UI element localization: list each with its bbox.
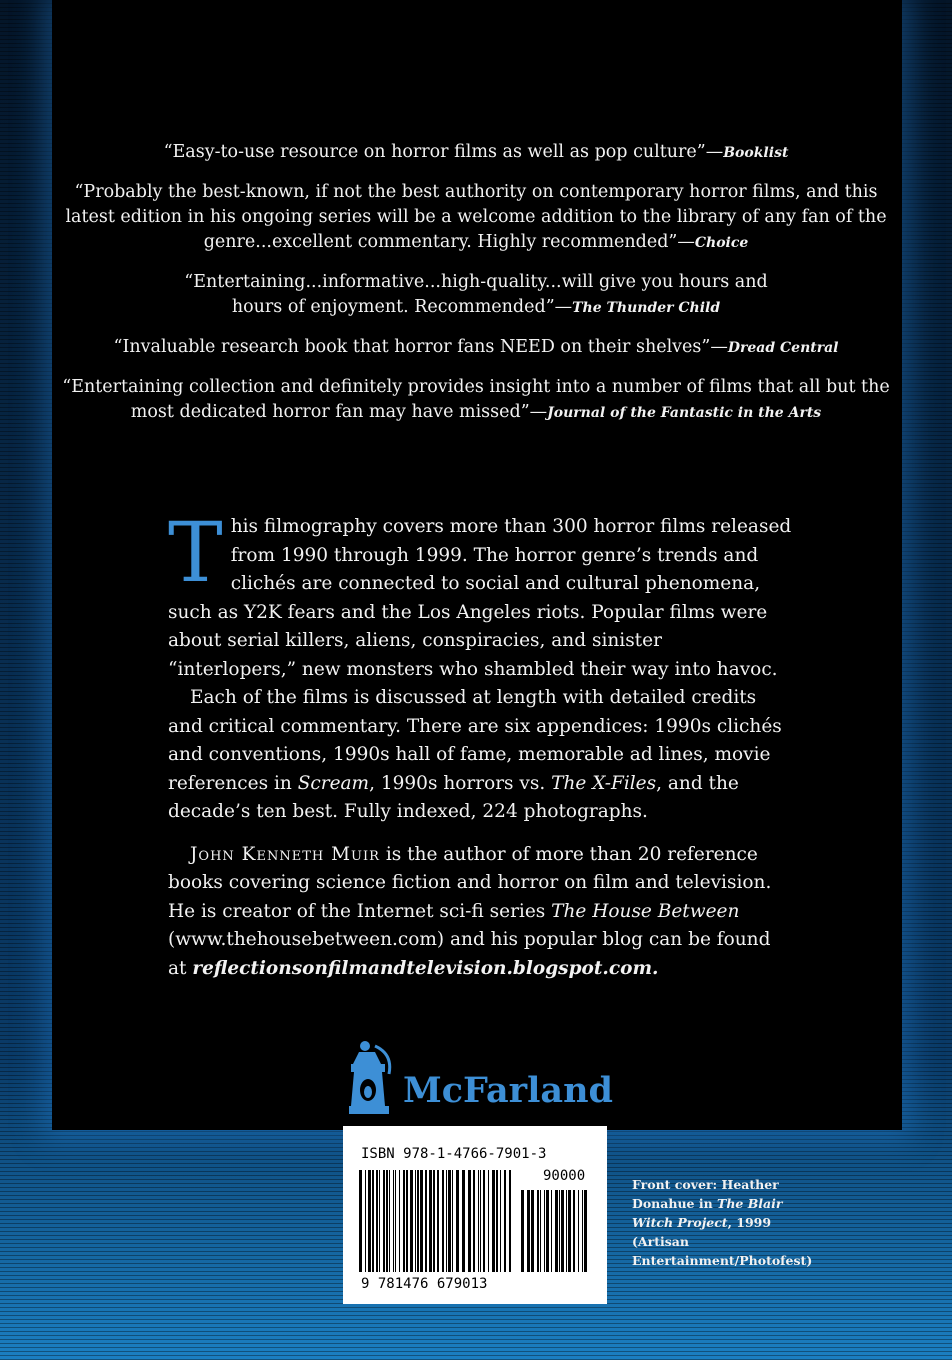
barcode-bar [521,1190,524,1272]
barcode-bar [531,1190,534,1272]
barcode-bar [509,1170,511,1272]
quote-text: “Entertaining collection and definitely provides insight into a number of films that all but the most dedicated horror fan may have missed”— [62,377,890,422]
blog-url: reflectionsonfilmandtelevision.blogspot.com. [192,957,659,979]
credit-film-title: The Blair Witch Project [632,1196,783,1230]
barcode-bar [415,1170,416,1272]
barcode-bar [573,1190,575,1272]
barcode-bar [546,1190,549,1272]
barcode-bar [504,1170,506,1272]
barcode-bar [584,1190,587,1272]
description-text: , and the decade’s ten best. Fully indexed, 224 photographs. [168,772,739,822]
barcode-bar [365,1170,366,1272]
barcode-bar [393,1170,394,1272]
barcode-bar [559,1190,560,1272]
barcode-bar [389,1170,390,1272]
barcode-bar [540,1190,541,1272]
barcode-bar [372,1170,374,1272]
quote-source: Dread Central [727,340,839,356]
barcode-bar [527,1190,530,1272]
quote-text: “Invaluable research book that horror fans NEED on their shelves”— [113,337,728,357]
barcode-bar [566,1190,567,1272]
barcode-bar [555,1190,558,1272]
description-text: Each of the films is discussed at length with detailed credits and critical commentary. There are six appendices: 1990s clichés and conventions, 1990s hall of fame, memorable ad lines, movie references in [168,687,782,794]
barcode-bar [578,1190,579,1272]
barcode-bar [442,1170,444,1272]
barcode-bar [456,1170,459,1272]
isbn-text: ISBN 978-1-4766-7901-3 [361,1146,547,1162]
show-title: The X-Files [551,772,657,794]
barcode-bar [537,1190,539,1272]
barcode-bar [383,1170,385,1272]
description-text: his filmography covers more than 300 horror films released from 1990 through 1999. The horror genre’s trends and clichés are connected to social and cultural phenomena, such as Y2K fears and the Los Angeles riots. Popular films were about serial killers, aliens, conspiracies, and sinister “interlopers,” new monsters who shambled their way into havoc. [168,516,792,680]
review-quote [60,335,892,361]
barcode-bar [500,1170,501,1272]
barcode-bar [410,1170,413,1272]
barcode-bar [561,1190,564,1272]
series-title: The House Between [551,900,740,922]
barcode-bar [376,1170,378,1272]
publisher-name: McFarland [403,1070,613,1111]
quote-text: “Probably the best-known, if not the best authority on contemporary horror films, and this latest edition in his ongoing series will be a welcome addition to the library of any fan of the genre...excellent commentary. Highly recommended”— [65,182,887,252]
barcode-bar [429,1170,432,1272]
review-quote [60,270,892,321]
barcode-bar [480,1170,481,1272]
bio-text: (www.thehousebetween.com) and his popular blog can be found at [168,929,771,979]
bio-text: is the author of more than 20 reference books covering science fiction and horror on film and television. He is creator of the Internet sci-fi series [168,843,772,922]
barcode-bar [368,1170,371,1272]
barcode-bar [492,1170,495,1272]
quote-text: “Entertaining...informative...high-quality...will give you hours and hours of enjoyment. Recommended”— [184,272,768,317]
barcode-bar [582,1190,583,1272]
credit-text: , 1999 (Artisan Entertainment/Photofest) [632,1215,813,1268]
barcode-bar [425,1170,427,1272]
credit-text: Front cover: Heather Donahue in [632,1177,779,1211]
author-name: John Kenneth Muir [190,843,380,865]
barcode-bar [406,1170,408,1272]
quote-source: The Thunder Child [572,300,721,316]
barcode-bar [386,1170,388,1272]
barcode-bar [452,1170,453,1272]
barcode-bar [568,1190,571,1272]
description-paragraph [168,506,792,684]
quote-source: Journal of the Fantastic in the Arts [547,405,822,421]
publisher-logo [345,1040,625,1120]
barcode-bar [488,1170,489,1272]
book-description [168,506,792,983]
lantern-icon [345,1040,397,1120]
description-paragraph [168,684,792,827]
review-quote [60,140,892,166]
barcode-bar [433,1170,435,1272]
barcode-bar [420,1170,423,1272]
barcode-bar [448,1170,451,1272]
price-code: 90000 [543,1168,586,1184]
author-bio [168,841,792,984]
barcode-bar [544,1190,545,1272]
barcode-bar [437,1170,439,1272]
quote-source: Booklist [723,145,789,161]
barcode-bar [496,1170,498,1272]
quote-source: Choice [694,235,749,251]
barcode-bar [399,1170,400,1272]
review-quotes [60,140,892,440]
description-text: , 1990s horrors vs. [369,772,552,794]
isbn-barcode-box [343,1126,607,1304]
ean-number: 9 781476 679013 [361,1276,488,1292]
barcode-bar [478,1170,479,1272]
barcode-bar [359,1170,362,1272]
quote-text: “Easy-to-use resource on horror films as well as pop culture”— [163,142,724,162]
review-quote [60,375,892,426]
barcode-bar [483,1170,485,1272]
barcode-bar [403,1170,405,1272]
barcode-bar [473,1170,475,1272]
review-quote [60,180,892,256]
barcode-bar [395,1170,396,1272]
barcode-bar [417,1170,419,1272]
barcode-bar [379,1170,380,1272]
drop-cap: T [168,506,223,601]
barcode-bar [468,1170,471,1272]
barcode-bar [462,1170,465,1272]
cover-credit [632,1175,812,1270]
barcode-bar [551,1190,552,1272]
film-title: Scream [297,772,370,794]
barcode-bar [446,1170,447,1272]
